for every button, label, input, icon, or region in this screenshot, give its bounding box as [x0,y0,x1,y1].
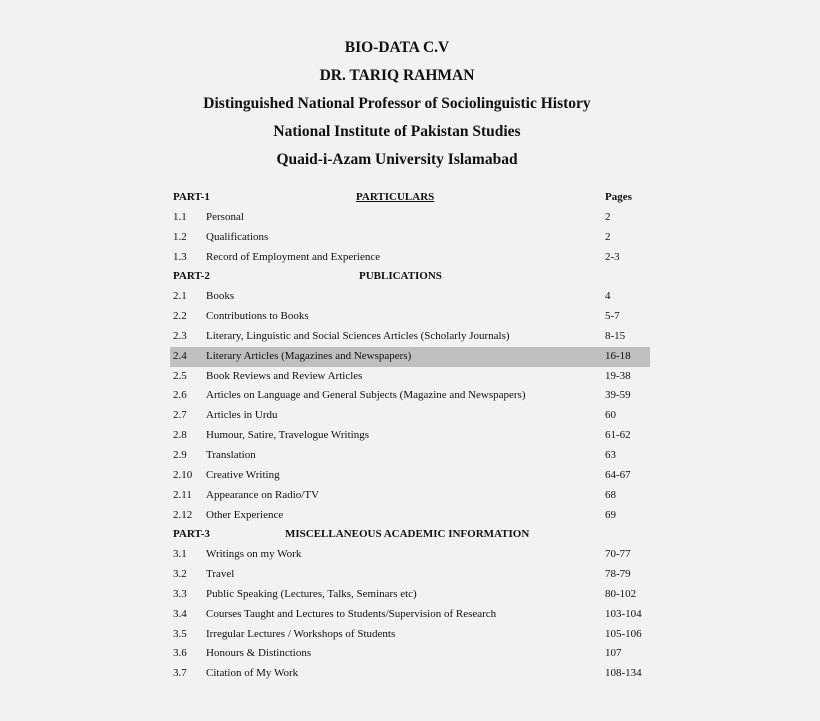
toc-entry [170,426,650,446]
entry-pages: 5-7 [605,310,620,323]
entry-pages: 16-18 [605,349,631,362]
document-header [0,34,820,174]
entry-number: 2.11 [173,488,192,501]
toc-entry [170,585,650,605]
entry-number: 3.2 [173,568,187,581]
toc-entry [170,367,650,387]
toc-entry [170,486,650,506]
entry-number: 2.1 [173,290,187,303]
entry-number: 3.7 [173,667,187,680]
part-label: PART-2 [173,270,210,283]
entry-title: Honours & Distinctions [206,647,312,660]
part-title: PARTICULARS [356,191,435,203]
entry-title: Record of Employment and Experience [206,250,381,263]
entry-pages: 19-38 [605,369,631,382]
entry-pages: 8-15 [605,329,626,342]
toc-entry [170,228,650,248]
toc-entry-highlighted [170,347,650,367]
university-name: Quaid-i-Azam University Islamabad [276,151,518,168]
toc-entry [170,545,650,565]
part-heading-1 [170,188,650,208]
entry-number: 3.4 [173,607,187,620]
entry-pages: 68 [605,488,616,501]
entry-pages: 63 [605,448,616,461]
part-label: PART-1 [173,191,210,203]
toc-entry [170,386,650,406]
entry-pages: 61-62 [605,429,631,442]
entry-number: 2.3 [173,329,187,342]
table-of-contents [170,188,650,684]
entry-number: 1.2 [173,230,187,243]
entry-number: 2.12 [173,508,193,521]
entry-number: 3.3 [173,587,187,600]
entry-title: Public Speaking (Lectures, Talks, Seminars etc) [206,587,417,600]
toc-entry [170,565,650,585]
entry-number: 3.1 [173,548,187,561]
entry-title: Irregular Lectures / Workshops of Students [206,627,396,640]
entry-pages: 103-104 [605,607,642,620]
toc-entry [170,287,650,307]
entry-title: Articles on Language and General Subjects (Magazine and Newspapers) [206,389,526,402]
part-title: MISCELLANEOUS ACADEMIC INFORMATION [285,528,530,541]
entry-number: 3.5 [173,627,187,640]
entry-number: 2.9 [173,448,187,461]
entry-title: Appearance on Radio/TV [206,488,320,501]
entry-number: 2.4 [173,349,187,362]
entry-pages: 108-134 [605,667,642,680]
entry-pages: 70-77 [605,548,631,561]
part-title: PUBLICATIONS [359,270,442,283]
entry-title: Literary, Linguistic and Social Sciences Articles (Scholarly Journals) [206,329,510,342]
author-position: Distinguished National Professor of Sociolinguistic History [203,95,591,112]
toc-entry [170,664,650,684]
toc-entry [170,625,650,645]
entry-title: Courses Taught and Lectures to Students/Supervision of Research [206,607,497,620]
entry-title: Personal [206,210,244,223]
entry-pages: 60 [605,409,616,422]
entry-title: Humour, Satire, Travelogue Writings [206,429,369,442]
entry-pages: 69 [605,508,616,521]
institute-name: National Institute of Pakistan Studies [273,123,521,140]
entry-title: Articles in Urdu [206,409,278,422]
entry-pages: 2 [605,210,611,223]
entry-title: Books [206,290,235,303]
entry-pages: 39-59 [605,389,631,402]
entry-number: 2.6 [173,389,187,402]
entry-title: Citation of My Work [206,667,299,680]
toc-entry [170,248,650,268]
entry-title: Travel [206,568,235,581]
entry-pages: 107 [605,647,622,660]
entry-title: Contributions to Books [206,310,309,323]
toc-entry [170,208,650,228]
part-heading-3 [170,525,650,545]
entry-title: Qualifications [206,230,269,243]
doc-title: BIO-DATA C.V [344,39,450,56]
part-heading-2 [170,267,650,287]
toc-entry [170,406,650,426]
entry-number: 2.7 [173,409,187,422]
entry-pages: 78-79 [605,568,631,581]
entry-number: 1.1 [173,210,187,223]
entry-pages: 80-102 [605,587,637,600]
entry-title: Creative Writing [206,468,280,481]
toc-entry [170,466,650,486]
entry-number: 1.3 [173,250,187,263]
entry-number: 3.6 [173,647,187,660]
entry-number: 2.2 [173,310,187,323]
entry-number: 2.5 [173,369,187,382]
toc-entry [170,307,650,327]
entry-title: Writings on my Work [206,548,302,561]
entry-pages: 2 [605,230,611,243]
part-label: PART-3 [173,528,210,541]
author-name: DR. TARIQ RAHMAN [319,67,475,84]
entry-pages: 2-3 [605,250,620,263]
toc-entry [170,605,650,625]
toc-entry [170,506,650,526]
entry-pages: 4 [605,290,611,303]
entry-title: Literary Articles (Magazines and Newspapers) [206,349,412,362]
entry-title: Translation [206,448,256,461]
entry-pages: 105-106 [605,627,642,640]
toc-entry [170,446,650,466]
pages-column-header: Pages [605,191,632,203]
entry-title: Book Reviews and Review Articles [206,369,363,382]
toc-entry [170,327,650,347]
entry-number: 2.8 [173,429,187,442]
entry-title: Other Experience [206,508,284,521]
toc-entry [170,644,650,664]
entry-pages: 64-67 [605,468,631,481]
entry-number: 2.10 [173,468,193,481]
